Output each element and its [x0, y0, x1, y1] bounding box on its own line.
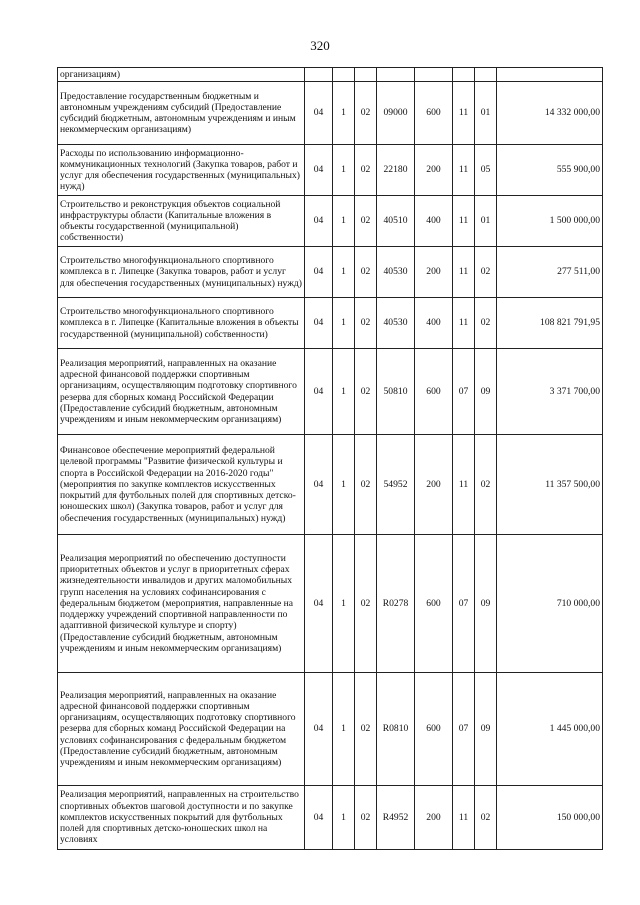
row-description: Реализация мероприятий, направленных на оказание адресной финансовой поддержки спортивным организациям, осуществляющих подготовку спортивного резерва для сборных команд Российской Федерации на условиях софинансирования с федеральным бюджетом (Предоставление субсидий бюджетным, автономным учреждениям и иным некоммерческим организациям): [58, 673, 305, 786]
cell-section: 11: [453, 145, 475, 196]
cell-ministry: 04: [305, 298, 333, 349]
cell-section: 07: [453, 673, 475, 786]
cell-subsection: 09: [475, 673, 497, 786]
cell-ministry: 04: [305, 145, 333, 196]
cell-amount: 108 821 791,95: [497, 298, 603, 349]
row-description: Строительство многофункционального спортивного комплекса в г. Липецке (Закупка товаров, работ и услуг для обеспечения государственных (муниципальных) нужд): [58, 247, 305, 298]
cell-direction: 22180: [377, 145, 415, 196]
cell-ministry: 04: [305, 786, 333, 850]
cell-expense-type: 600: [415, 673, 453, 786]
row-description: Реализация мероприятий, направленных на строительство спортивных объектов шаговой доступности и по закупке комплектов искусственных покрытий для футбольных полей для спортивных детско-юношеских школ на условиях: [58, 786, 305, 850]
cell-amount: 555 900,00: [497, 145, 603, 196]
cell-section: 11: [453, 786, 475, 850]
cell-direction: 50810: [377, 349, 415, 435]
cell-subprogram: 02: [355, 535, 377, 673]
cell-expense-type: 400: [415, 196, 453, 247]
row-description: Расходы по использованию информационно-коммуникационных технологий (Закупка товаров, работ и услуг для обеспечения государственных (муниципальных) нужд): [58, 145, 305, 196]
cell-subsection: 02: [475, 298, 497, 349]
cell-expense-type: [415, 68, 453, 82]
cell-ministry: 04: [305, 349, 333, 435]
cell-expense-type: 200: [415, 247, 453, 298]
cell-amount: 14 332 000,00: [497, 82, 603, 145]
cell-section: 07: [453, 349, 475, 435]
cell-direction: R0810: [377, 673, 415, 786]
cell-expense-type: 200: [415, 786, 453, 850]
cell-program: 1: [333, 535, 355, 673]
table-row: [58, 145, 603, 196]
cell-direction: 40510: [377, 196, 415, 247]
cell-subsection: 01: [475, 82, 497, 145]
cell-expense-type: 600: [415, 82, 453, 145]
cell-section: 11: [453, 247, 475, 298]
cell-section: 11: [453, 196, 475, 247]
cell-expense-type: 400: [415, 298, 453, 349]
cell-direction: 40530: [377, 247, 415, 298]
cell-direction: R4952: [377, 786, 415, 850]
cell-subprogram: 02: [355, 145, 377, 196]
cell-ministry: 04: [305, 435, 333, 535]
cell-expense-type: 200: [415, 145, 453, 196]
cell-section: 11: [453, 82, 475, 145]
cell-program: 1: [333, 673, 355, 786]
cell-expense-type: 600: [415, 349, 453, 435]
cell-subsection: 09: [475, 349, 497, 435]
cell-direction: 54952: [377, 435, 415, 535]
cell-expense-type: 600: [415, 535, 453, 673]
cell-expense-type: 200: [415, 435, 453, 535]
cell-subprogram: 02: [355, 349, 377, 435]
row-description: Строительство многофункционального спортивного комплекса в г. Липецке (Капитальные вложения в объекты государственной (муниципальной) собственности): [58, 298, 305, 349]
cell-amount: 11 357 500,00: [497, 435, 603, 535]
cell-subprogram: 02: [355, 435, 377, 535]
cell-ministry: 04: [305, 535, 333, 673]
table-row: [58, 247, 603, 298]
cell-subprogram: 02: [355, 673, 377, 786]
row-description: Реализация мероприятий по обеспечению доступности приоритетных объектов и услуг в приоритетных сферах жизнедеятельности инвалидов и других маломобильных групп населения на условиях софинансирования с федеральным бюджетом (мероприятия, направленные на поддержку учреждений спортивной направленности по адаптивной физической культуре и спорту) (Предоставление субсидий бюджетным, автономным учреждениям и иным некоммерческим организациям): [58, 535, 305, 673]
row-description: Строительство и реконструкция объектов социальной инфраструктуры области (Капитальные вложения в объекты государственной (муниципальной) собственности): [58, 196, 305, 247]
cell-subsection: 05: [475, 145, 497, 196]
cell-subsection: 02: [475, 247, 497, 298]
cell-section: 11: [453, 435, 475, 535]
cell-subprogram: 02: [355, 247, 377, 298]
cell-subsection: 02: [475, 786, 497, 850]
table-row: [58, 535, 603, 673]
cell-section: 07: [453, 535, 475, 673]
cell-ministry: 04: [305, 247, 333, 298]
cell-amount: 1 445 000,00: [497, 673, 603, 786]
cell-ministry: 04: [305, 82, 333, 145]
table-row: [58, 196, 603, 247]
table-row: [58, 349, 603, 435]
cell-amount: [497, 68, 603, 82]
cell-subsection: [475, 68, 497, 82]
cell-ministry: 04: [305, 196, 333, 247]
table-row: [58, 435, 603, 535]
budget-table: [57, 67, 603, 850]
row-description: Предоставление государственным бюджетным и автономным учреждениям субсидий (Предоставление субсидий бюджетным, автономным учреждениям и иным некоммерческим организациям): [58, 82, 305, 145]
cell-program: 1: [333, 196, 355, 247]
cell-program: 1: [333, 145, 355, 196]
cell-program: 1: [333, 298, 355, 349]
cell-direction: [377, 68, 415, 82]
cell-subprogram: 02: [355, 82, 377, 145]
cell-subprogram: 02: [355, 196, 377, 247]
cell-subsection: 09: [475, 535, 497, 673]
cell-program: 1: [333, 435, 355, 535]
cell-ministry: 04: [305, 673, 333, 786]
table-row: [58, 298, 603, 349]
cell-section: [453, 68, 475, 82]
table-row: [58, 673, 603, 786]
cell-subprogram: 02: [355, 786, 377, 850]
cell-amount: 277 511,00: [497, 247, 603, 298]
cell-amount: 150 000,00: [497, 786, 603, 850]
cell-subsection: 01: [475, 196, 497, 247]
page-number: 320: [310, 38, 330, 53]
cell-section: 11: [453, 298, 475, 349]
cell-amount: 3 371 700,00: [497, 349, 603, 435]
cell-direction: R0278: [377, 535, 415, 673]
cell-subprogram: 02: [355, 298, 377, 349]
row-description: организациям): [58, 68, 305, 82]
table-row: [58, 786, 603, 850]
cell-amount: 1 500 000,00: [497, 196, 603, 247]
cell-program: 1: [333, 349, 355, 435]
cell-ministry: [305, 68, 333, 82]
row-description: Реализация мероприятий, направленных на оказание адресной финансовой поддержки спортивным организациям, осуществляющим подготовку спортивного резерва для сборных команд Российской Федерации (Предоставление субсидий бюджетным, автономным учреждениям и иным некоммерческим организациям): [58, 349, 305, 435]
cell-program: 1: [333, 786, 355, 850]
cell-amount: 710 000,00: [497, 535, 603, 673]
cell-subprogram: [355, 68, 377, 82]
cell-direction: 40530: [377, 298, 415, 349]
table-row: [58, 68, 603, 82]
cell-direction: 09000: [377, 82, 415, 145]
cell-program: [333, 68, 355, 82]
cell-program: 1: [333, 247, 355, 298]
cell-program: 1: [333, 82, 355, 145]
row-description: Финансовое обеспечение мероприятий федеральной целевой программы "Развитие физической культуры и спорта в Российской Федерации на 2016-2020 годы" (мероприятия по закупке комплектов искусственных покрытий для футбольных полей для спортивных детско-юношеских школ) (Закупка товаров, работ и услуг для обеспечения государственных (муниципальных) нужд): [58, 435, 305, 535]
cell-subsection: 02: [475, 435, 497, 535]
table-row: [58, 82, 603, 145]
